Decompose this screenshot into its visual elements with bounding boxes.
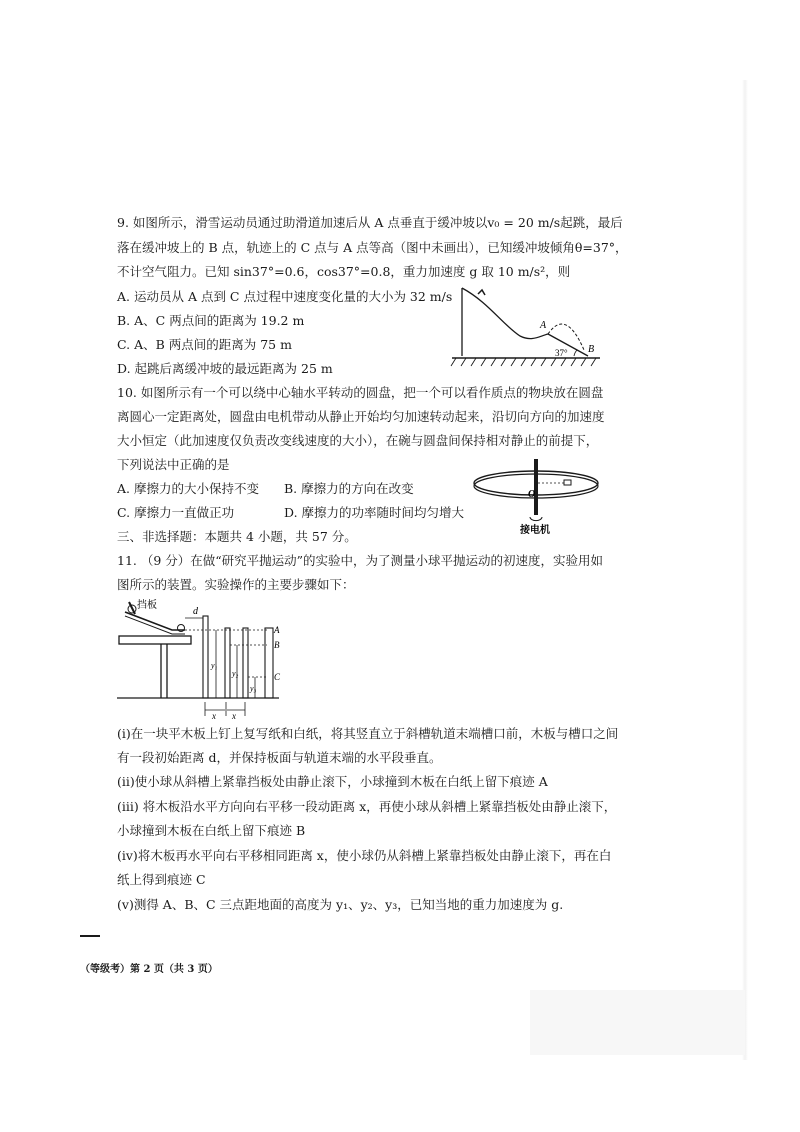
page-footer: （等级考）第 2 页（共 3 页） [80, 964, 218, 975]
q10-option-c: C. 摩擦力一直做正功 [117, 505, 235, 520]
fig-point-a: A [274, 625, 280, 635]
scan-edge-shade [742, 80, 748, 1060]
q9-option-c: C. A、B 两点间的距离为 75 m [117, 337, 292, 352]
fig-label-o: O [528, 489, 536, 500]
fig-y1-label: y₁ [211, 661, 218, 670]
q10-line1: 10. 如图所示有一个可以绕中心轴水平转动的圆盘，把一个可以看作质点的物块放在圆盘 [117, 385, 604, 400]
fig-y3-label: y₃ [250, 684, 257, 693]
rotating-disk-figure [470, 455, 606, 535]
q9-option-b: B. A、C 两点间的距离为 19.2 m [117, 313, 305, 328]
projectile-apparatus-figure [117, 598, 287, 720]
section-3-heading: 三、非选择题：本题共 4 小题，共 57 分。 [117, 529, 357, 544]
q11-line1: 11. （9 分）在做“研究平抛运动”的实验中，为了测量小球平抛运动的初速度，实验用如 [117, 553, 604, 568]
q9-line3: 不计空气阻力。已知 sin37°=0.6，cos37°=0.8，重力加速度 g 取 10 m/s²，则 [117, 264, 571, 279]
fig-baffle-label: 挡板 [137, 600, 157, 611]
ski-slope-figure [448, 280, 608, 372]
q11-step1-line1: (i)在一块平木板上钉上复写纸和白纸，将其竖直立于斜槽轨道末端槽口前，木板与槽口之间 [117, 726, 619, 741]
q10-line4: 下列说法中正确的是 [117, 457, 230, 472]
q9-line1: 9. 如图所示，滑雪运动员通过助滑道加速后从 A 点垂直于缓冲坡以v₀ = 20 m/s起跳，最后 [117, 215, 623, 230]
q9-option-d: D. 起跳后离缓冲坡的最远距离为 25 m [117, 361, 333, 376]
fig-caption: 接电机 [520, 525, 550, 535]
q11-line2: 图所示的装置。实验操作的主要步骤如下： [117, 577, 355, 592]
footer-rule [80, 935, 100, 937]
q11-step4-line1: (iv)将木板再水平向右平移相同距离 x，使小球仍从斜槽上紧靠挡板处由静止滚下，再在白 [117, 848, 612, 863]
fig-x2-label: x [232, 711, 236, 720]
q11-step5: (v)测得 A、B、C 三点距地面的高度为 y₁、y₂、y₃，已知当地的重力加速度为 g. [117, 897, 564, 912]
q10-line3: 大小恒定（此加速度仅负责改变线速度的大小），在碗与圆盘间保持相对静止的前提下， [117, 433, 599, 448]
q9-line2: 落在缓冲坡上的 B 点，轨迹上的 C 点与 A 点等高（图中未画出），已知缓冲坡倾角θ=37°， [117, 240, 628, 255]
scan-smudge [530, 990, 745, 1055]
fig-d-label: d [193, 606, 198, 617]
fig-point-c: C [274, 672, 281, 682]
fig-point-b: B [274, 640, 280, 650]
q11-step1-line2: 有一段初始距离 d，并保持板面与轨道末端的水平段垂直。 [117, 750, 442, 765]
q11-step3-line2: 小球撞到木板在白纸上留下痕迹 B [117, 823, 306, 838]
q10-option-d: D. 摩擦力的功率随时间均匀增大 [284, 505, 465, 520]
q11-step2: (ii)使小球从斜槽上紧靠挡板处由静止滚下，小球撞到木板在白纸上留下痕迹 A [117, 774, 548, 789]
fig-x1-label: x [212, 711, 216, 720]
q10-option-a: A. 摩擦力的大小保持不变 [117, 481, 259, 496]
q10-line2: 离圆心一定距离处，圆盘由电机带动从静止开始均匀加速转动起来，沿切向方向的加速度 [117, 409, 605, 424]
fig-label-b: B [588, 344, 595, 355]
q11-step3-line1: (iii) 将木板沿水平方向向右平移一段动距离 x，再使小球从斜槽上紧靠挡板处由静止滚下， [117, 799, 617, 814]
fig-angle-label: 37° [555, 348, 568, 358]
q9-option-a: A. 运动员从 A 点到 C 点过程中速度变化量的大小为 32 m/s [117, 289, 453, 304]
q11-step4-line2: 纸上得到痕迹 C [117, 872, 206, 887]
fig-y2-label: y₂ [232, 669, 239, 678]
q10-option-b: B. 摩擦力的方向在改变 [284, 481, 414, 496]
fig-label-a: A [540, 320, 547, 331]
